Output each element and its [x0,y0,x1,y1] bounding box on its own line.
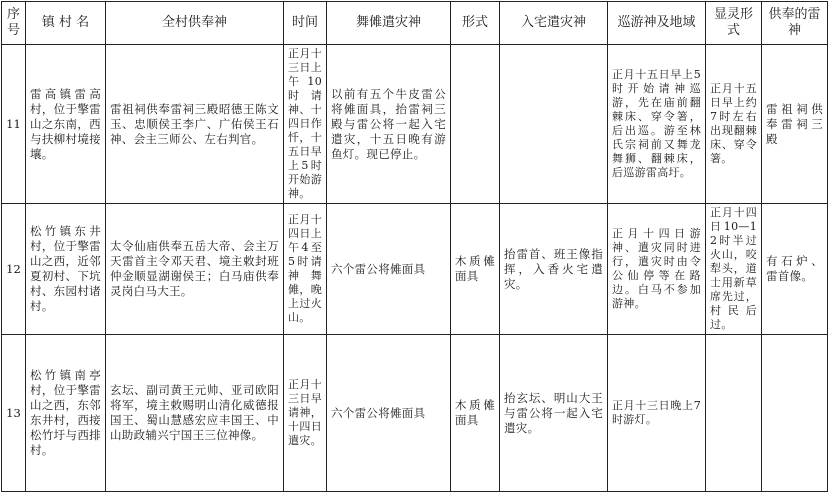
cell-village: 雷高镇雷高村，位于擎雷山之东南，西与扶柳村境接壤。 [26,45,106,204]
cell-parade: 正月十五日早上5时开始请神巡游，先在庙前翻棘床、穿令箸，后出巡。游至林氏宗祠前又舞龙舞狮、翻棘床，后巡游雷高圩。 [608,45,706,204]
header-house: 入宅遣灾神 [500,2,608,45]
ritual-table [1,1,828,492]
cell-parade: 正月十三日晚上7时游灯。 [608,335,706,492]
header-village: 镇 村 名 [26,2,106,45]
cell-thunder: 雷祖祠供奉雷祠三殿 [762,45,828,204]
cell-thunder: 有石炉、雷首像。 [762,204,828,335]
cell-time: 正月十三日早请神，十四日遣灾。 [284,335,327,492]
cell-village: 松竹镇东井村，位于擎雷山之西，近邻夏初村、下坑村、东园村诸村。 [26,204,106,335]
cell-dance: 六个雷公将傩面具 [327,204,451,335]
header-time: 时间 [284,2,327,45]
cell-time: 正月十四日上午4至5时请神舞傩，晚上过火山。 [284,204,327,335]
cell-form: 木质傩面具 [451,204,500,335]
cell-index: 11 [2,45,26,204]
table-row [2,45,828,204]
cell-house: 抬玄坛、明山大王与雷公将一起入宅遣灾。 [500,335,608,492]
cell-manifest: 正月十五日早上约7时左右出现翻棘床、穿令箸。 [706,45,762,204]
header-parade: 巡游神及地域 [608,2,706,45]
cell-manifest [706,335,762,492]
cell-index: 13 [2,335,26,492]
header-form: 形式 [451,2,500,45]
cell-parade: 正月十四日游神、遣灾同时进行，遣灾时由令公仙停等在路边。白马不参加游神。 [608,204,706,335]
cell-dance: 以前有五个牛皮雷公将傩面具，抬雷祠三殿与雷公将一起入宅遣灾，十五日晚有游鱼灯。现已停止。 [327,45,451,204]
header-index: 序号 [2,2,26,45]
header-manifest: 显灵形式 [706,2,762,45]
cell-manifest: 正月十四日10—12时半过火山，咬犁头，道士用新草席先过，村民后过。 [706,204,762,335]
cell-gods: 太令仙庙供奉五岳大帝、会主万天雷首主令邓天君、境主敕封班仲金顺显湖谢侯王；白马庙供奉灵岗白马大王。 [106,204,284,335]
cell-dance: 六个雷公将傩面具 [327,335,451,492]
header-dance: 舞傩遣灾神 [327,2,451,45]
cell-house: 抬雷首、班王像指挥，入香火宅遣灾。 [500,204,608,335]
cell-form [451,45,500,204]
header-row [2,2,828,45]
table-row [2,335,828,492]
header-gods: 全村供奉神 [106,2,284,45]
cell-gods: 玄坛、副司黄王元帅、亚司欧阳将军，境主敕赐明山清化威德报国王、蜀山慧感宏应丰国王、中山助政辅兴宁国王三位神像。 [106,335,284,492]
header-thunder: 供奉的雷神 [762,2,828,45]
cell-form: 木质傩面具 [451,335,500,492]
cell-time: 正月十三日上午10时请神、十四日作忏，十五日早上5时开始游神。 [284,45,327,204]
table-row [2,204,828,335]
cell-village: 松竹镇南亭村，位于擎雷山之西，东邻东井村，西接松竹圩与西排村。 [26,335,106,492]
cell-gods: 雷祖祠供奉雷祠三殿昭德王陈文玉、忠顺侯王李广、广佑侯王石神、会主三师公、左右判官。 [106,45,284,204]
cell-house [500,45,608,204]
cell-thunder [762,335,828,492]
cell-index: 12 [2,204,26,335]
